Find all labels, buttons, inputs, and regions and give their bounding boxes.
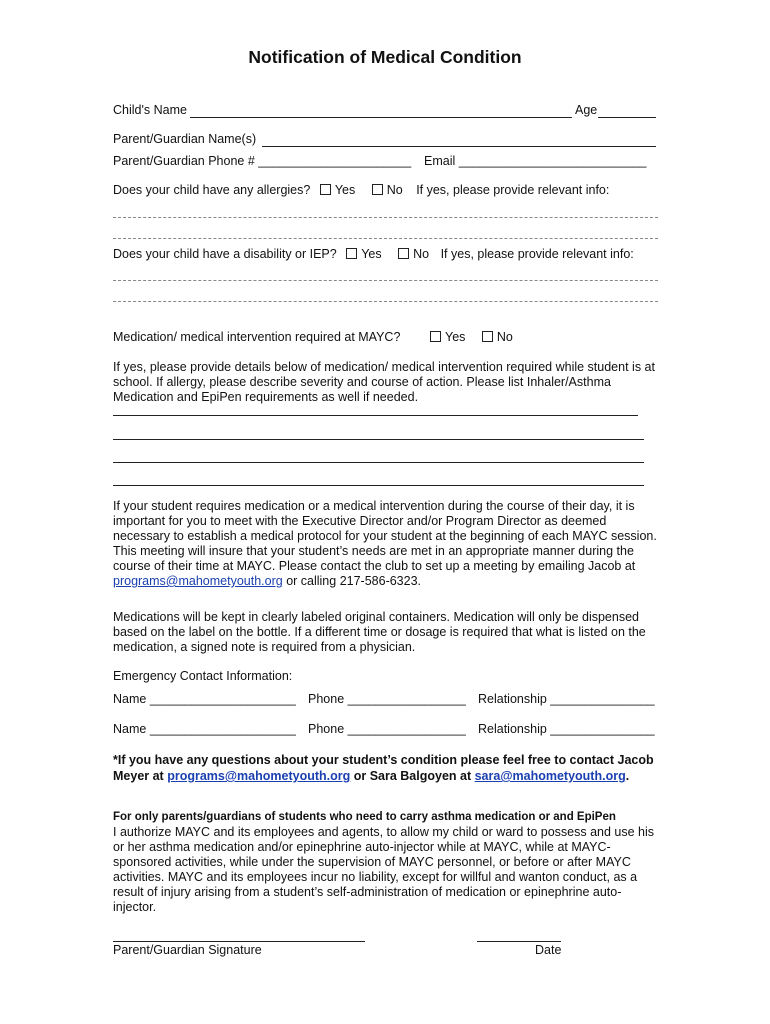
meeting-text: If your student requires medication or a medical intervention during the course of their day, it is important for you to meet with the Executive Director and/or Program Director as deemed necessary to establish a medical protocol for your student at the beginning of each MAYC session. This meeting will insure that your student’s needs are met in an appropriate manner during the course of their time at MAYC. Please contact the club to set up a meeting by emailing Jacob at xyxy=(113,499,657,573)
medication-yes-checkbox[interactable] xyxy=(430,331,441,342)
questions-programs-email-link[interactable]: programs@mahometyouth.org xyxy=(167,769,351,783)
disability-info-line-2[interactable] xyxy=(113,301,658,302)
child-name-field[interactable] xyxy=(190,117,572,118)
allergies-question: Does your child have any allergies? xyxy=(113,183,311,197)
emergency-phone-1[interactable]: Phone _________________ xyxy=(308,692,466,706)
storage-paragraph: Medications will be kept in clearly labeled original containers. Medication will only be dispensed based on the label on the bottle. If a different time or dosage is required that what is listed on the medication, a signed note is required from a physician. xyxy=(113,610,646,654)
date-label: Date xyxy=(535,943,562,957)
disability-no-checkbox[interactable] xyxy=(398,248,409,259)
emergency-heading: Emergency Contact Information: xyxy=(113,669,293,683)
meeting-paragraph xyxy=(113,499,658,589)
guardian-email-field[interactable]: Email ___________________________ xyxy=(424,154,647,168)
medication-no-checkbox[interactable] xyxy=(482,331,493,342)
medication-detail-line-4[interactable] xyxy=(113,485,644,486)
disability-yes-label: Yes xyxy=(361,247,382,261)
guardian-phone-field[interactable]: Parent/Guardian Phone # ______________________ xyxy=(113,154,412,168)
meeting-text-after: or calling 217-586-6323. xyxy=(282,574,422,588)
disability-followup: If yes, please provide relevant info: xyxy=(440,247,634,261)
allergies-yes-label: Yes xyxy=(334,183,356,197)
allergies-row xyxy=(113,183,609,198)
allergies-info-line-2[interactable] xyxy=(113,238,658,239)
medication-detail-line-3[interactable] xyxy=(113,462,644,463)
medication-detail-line-1[interactable] xyxy=(113,415,638,416)
questions-sara-email-link[interactable]: sara@mahometyouth.org xyxy=(474,769,626,783)
date-line[interactable] xyxy=(477,941,561,942)
page-title: Notification of Medical Condition xyxy=(248,47,522,67)
age-field[interactable] xyxy=(598,117,656,118)
emergency-relationship-1[interactable]: Relationship _______________ xyxy=(478,692,655,706)
allergies-no-label: No xyxy=(386,183,403,197)
allergies-no-checkbox[interactable] xyxy=(372,184,383,195)
disability-yes-checkbox[interactable] xyxy=(346,248,357,259)
disability-row xyxy=(113,247,634,262)
disability-no-label: No xyxy=(413,247,430,261)
asthma-authorization: I authorize MAYC and its employees and agents, to allow my child or ward to possess and use his or her asthma medication and/or epinephrine auto-injector while at MAYC, while at MAYC-sponsored activities, while under the supervision of MAYC personnel, or before or after MAYC activities. MAYC and its employees incur no liability, except for willful and wanton conduct, as a result of injury arising from a student’s self-administration of medication or epinephrine auto-injector. xyxy=(113,825,655,914)
emergency-name-1[interactable]: Name _____________________ xyxy=(113,692,296,706)
questions-middle: or Sara Balgoyen at xyxy=(350,769,475,783)
allergies-yes-checkbox[interactable] xyxy=(320,184,331,195)
questions-note xyxy=(113,752,658,784)
asthma-heading: For only parents/guardians of students who need to carry asthma medication or and EpiPen xyxy=(113,811,616,823)
medication-yes-label: Yes xyxy=(445,330,466,344)
allergies-followup: If yes, please provide relevant info: xyxy=(416,183,610,197)
emergency-name-2[interactable]: Name _____________________ xyxy=(113,722,296,736)
medication-detail-line-2[interactable] xyxy=(113,439,644,440)
signature-line[interactable] xyxy=(113,941,365,942)
age-label: Age xyxy=(575,103,598,117)
emergency-phone-2[interactable]: Phone _________________ xyxy=(308,722,466,736)
questions-prefix: *If you have any questions about your student’s condition please feel free to contact Jacob Meyer at xyxy=(113,753,654,783)
medication-no-label: No xyxy=(496,330,513,344)
guardian-names-label: Parent/Guardian Name(s) xyxy=(113,132,257,146)
allergies-info-line-1[interactable] xyxy=(113,217,658,218)
disability-info-line-1[interactable] xyxy=(113,280,658,281)
disability-question: Does your child have a disability or IEP? xyxy=(113,247,337,261)
medication-details: If yes, please provide details below of medication/ medical intervention required while student is at school. If allergy, please describe severity and course of action. Please list Inhaler/Asthma Medication and EpiPen requirements as well if needed. xyxy=(113,360,655,404)
guardian-names-field[interactable] xyxy=(262,146,656,147)
medication-question: Medication/ medical intervention required at MAYC? xyxy=(113,330,401,344)
emergency-relationship-2[interactable]: Relationship _______________ xyxy=(478,722,655,736)
programs-email-link[interactable]: programs@mahometyouth.org xyxy=(113,574,283,588)
child-name-label: Child's Name xyxy=(113,103,187,117)
questions-suffix: . xyxy=(625,769,630,783)
medication-options xyxy=(430,330,513,345)
signature-label: Parent/Guardian Signature xyxy=(113,943,262,957)
